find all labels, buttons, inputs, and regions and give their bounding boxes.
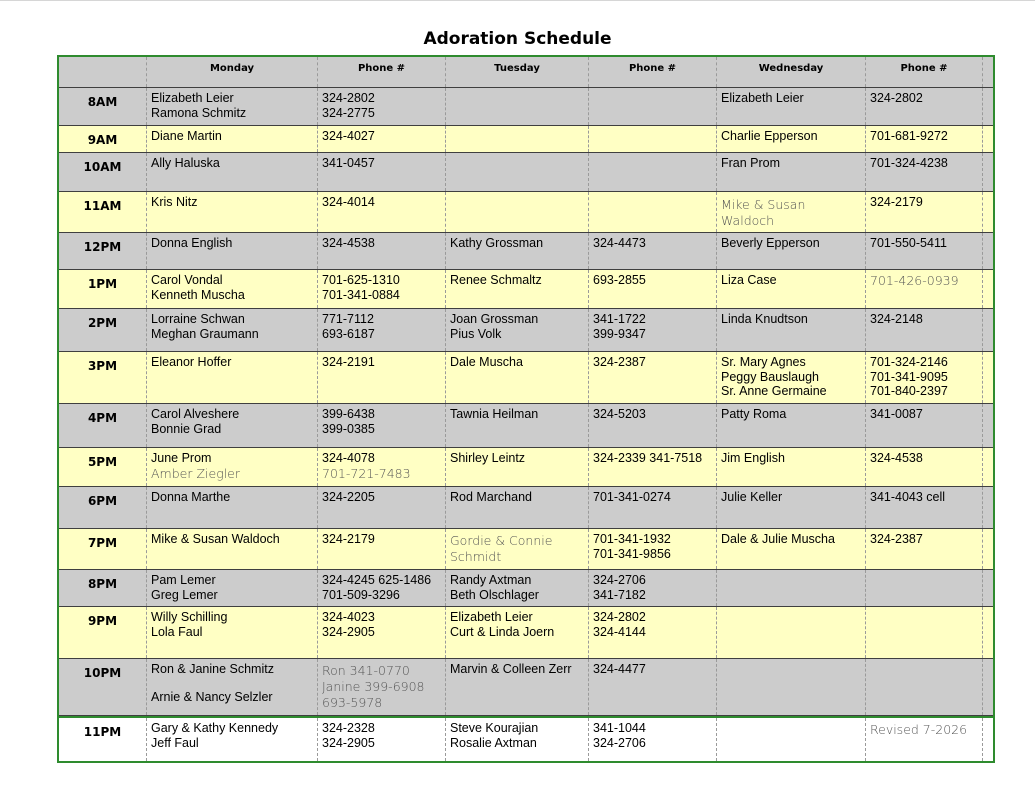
time-slot: 10AM (59, 153, 147, 191)
time-slot: 8PM (59, 570, 147, 606)
wednesday-names (717, 192, 866, 232)
tuesday-names (446, 233, 589, 269)
tuesday-names (446, 404, 589, 447)
name-line: Mike & Susan Waldoch (151, 532, 280, 546)
phone-line: 341-0087 (870, 407, 923, 421)
name-line: Elizabeth Leier (450, 610, 533, 624)
tuesday-names (446, 270, 589, 308)
name-line: Donna English (151, 236, 233, 250)
header-spacer (983, 57, 993, 87)
name-line: Carol Vondal (151, 273, 223, 287)
row-spacer (983, 448, 993, 486)
name-line: Linda Knudtson (721, 312, 808, 326)
time-slot: 10PM (59, 659, 147, 715)
phone-line: 324-2775 (322, 105, 375, 120)
row-spacer (983, 487, 993, 528)
monday-names (147, 233, 318, 269)
phone-line: 701-721-7483 (322, 465, 411, 481)
header-tuesday: Tuesday (446, 57, 589, 87)
name-line: Dale & Julie Muscha (721, 532, 835, 546)
header-time (59, 57, 147, 87)
tuesday-names (446, 153, 589, 191)
tuesday-names (446, 309, 589, 351)
name-line: Renee Schmaltz (450, 273, 542, 287)
phone-line: 693-2855 (593, 273, 646, 287)
wednesday-names (717, 659, 866, 715)
page-top-rule (0, 0, 1035, 1)
tuesday-phones (589, 718, 717, 761)
tuesday-phones (589, 88, 717, 125)
name-line: Randy Axtman (450, 573, 532, 587)
wednesday-phones (866, 192, 983, 232)
monday-phones (318, 352, 446, 403)
wednesday-phones (866, 404, 983, 447)
monday-phones (318, 487, 446, 528)
wednesday-names (717, 570, 866, 606)
name-line: Eleanor Hoffer (151, 355, 232, 369)
name-line: Elizabeth Leier (151, 91, 234, 105)
row-spacer (983, 309, 993, 351)
wednesday-phones (866, 270, 983, 308)
name-line: Donna Marthe (151, 490, 231, 504)
monday-phones (318, 529, 446, 569)
name-line: Julie Keller (721, 490, 783, 504)
name-line: Ramona Schmitz (151, 105, 247, 120)
time-slot: 1PM (59, 270, 147, 308)
phone-line: 399-0385 (322, 421, 375, 436)
phone-line: 324-4538 (870, 451, 923, 465)
name-line: Kathy Grossman (450, 236, 544, 250)
time-slot: 5PM (59, 448, 147, 486)
phone-line: 399-9347 (593, 326, 646, 341)
wednesday-phones (866, 607, 983, 658)
name-line: Steve Kourajian (450, 721, 539, 735)
name-line: Pam Lemer (151, 573, 216, 587)
wednesday-names (717, 404, 866, 447)
name-line: Marvin & Colleen Zerr (450, 662, 572, 676)
time-slot: 11AM (59, 192, 147, 232)
table-row (59, 607, 993, 659)
time-slot: 9PM (59, 607, 147, 658)
row-spacer (983, 352, 993, 403)
monday-names (147, 192, 318, 232)
phone-line: 324-4027 (322, 129, 375, 143)
phone-line: 399-6438 (322, 407, 375, 421)
name-line: Diane Martin (151, 129, 222, 143)
wednesday-phones (866, 718, 983, 761)
monday-names (147, 659, 318, 715)
tuesday-names (446, 487, 589, 528)
name-line: Curt & Linda Joern (450, 624, 555, 639)
phone-line: 341-4043 cell (870, 490, 946, 504)
tuesday-names (446, 529, 589, 569)
table-row (59, 404, 993, 448)
tuesday-phones (589, 309, 717, 351)
name-line: Tawnia Heilman (450, 407, 539, 421)
name-line: Sr. Mary Agnes (721, 355, 806, 369)
wednesday-names (717, 529, 866, 569)
monday-phones (318, 153, 446, 191)
tuesday-names (446, 352, 589, 403)
name-line: Charlie Epperson (721, 129, 818, 143)
phone-line: 324-2205 (322, 490, 375, 504)
phone-line: 341-7182 (593, 587, 646, 602)
monday-phones (318, 404, 446, 447)
monday-phones (318, 448, 446, 486)
phone-line: 324-2328 (322, 721, 375, 735)
name-line: Joan Grossman (450, 312, 539, 326)
table-row (59, 352, 993, 404)
phone-line: 324-5203 (593, 407, 646, 421)
phone-line: 324-2802 (593, 610, 646, 624)
tuesday-names (446, 718, 589, 761)
phone-line: 693-6187 (322, 326, 375, 341)
tuesday-names (446, 607, 589, 658)
wednesday-names (717, 270, 866, 308)
name-line: Liza Case (721, 273, 777, 287)
phone-line: 701-341-9856 (593, 546, 671, 561)
row-spacer (983, 529, 993, 569)
name-line: June Prom (151, 451, 212, 465)
row-spacer (983, 404, 993, 447)
monday-names (147, 570, 318, 606)
table-row (59, 448, 993, 487)
monday-names (147, 352, 318, 403)
phone-line: 341-1722 (593, 312, 646, 326)
table-row (59, 192, 993, 233)
phone-line: 324-4078 (322, 451, 375, 465)
time-slot: 8AM (59, 88, 147, 125)
row-spacer (983, 718, 993, 761)
wednesday-names (717, 352, 866, 403)
tuesday-phones (589, 192, 717, 232)
name-line: Peggy Bauslaugh (721, 369, 819, 384)
monday-phones (318, 233, 446, 269)
wednesday-names (717, 126, 866, 152)
name-line: Lorraine Schwan (151, 312, 245, 326)
tuesday-phones (589, 570, 717, 606)
phone-line: 341-1044 (593, 721, 646, 735)
monday-names (147, 487, 318, 528)
monday-phones (318, 270, 446, 308)
table-row (59, 233, 993, 270)
name-line: Ally Haluska (151, 156, 220, 170)
row-spacer (983, 659, 993, 715)
monday-phones (318, 88, 446, 125)
name-line: Lola Faul (151, 624, 203, 639)
wednesday-names (717, 233, 866, 269)
header-monday: Monday (147, 57, 318, 87)
tuesday-phones (589, 153, 717, 191)
name-line: Pius Volk (450, 326, 502, 341)
phone-line: 693-5978 (322, 695, 383, 710)
tuesday-phones (589, 487, 717, 528)
phone-line: 701-324-2146 (870, 355, 948, 369)
wednesday-names (717, 309, 866, 351)
name-line: Mike & Susan (721, 197, 806, 212)
name-line: Rosalie Axtman (450, 735, 537, 750)
tuesday-phones (589, 607, 717, 658)
phone-line: 324-4144 (593, 624, 646, 639)
phone-line: 324-2802 (870, 91, 923, 105)
tuesday-names (446, 126, 589, 152)
table-row (59, 659, 993, 716)
name-line: Bonnie Grad (151, 421, 222, 436)
phone-line: 324-4473 (593, 236, 646, 250)
phone-line: 324-4538 (322, 236, 375, 250)
wednesday-phones (866, 309, 983, 351)
row-spacer (983, 126, 993, 152)
phone-line: 324-2905 (322, 735, 375, 750)
name-line: Meghan Graumann (151, 326, 259, 341)
tuesday-phones (589, 270, 717, 308)
phone-line: 701-341-0274 (593, 490, 671, 504)
tuesday-names (446, 659, 589, 715)
table-row (59, 716, 993, 761)
time-slot: 11PM (59, 718, 147, 761)
header-row (59, 57, 993, 88)
name-line: Patty Roma (721, 407, 787, 421)
name-line: Beth Olschlager (450, 587, 539, 602)
tuesday-phones (589, 659, 717, 715)
monday-phones (318, 607, 446, 658)
wednesday-phones (866, 570, 983, 606)
header-wednesday: Wednesday (717, 57, 866, 87)
table-row (59, 126, 993, 153)
monday-phones (318, 126, 446, 152)
monday-phones (318, 570, 446, 606)
monday-names (147, 404, 318, 447)
phone-line: 324-4477 (593, 662, 646, 676)
phone-line: Ron 341-0770 (322, 663, 410, 678)
phone-line: 324-2387 (870, 532, 923, 546)
monday-names (147, 309, 318, 351)
phone-line: 701-509-3296 (322, 587, 400, 602)
time-slot: 2PM (59, 309, 147, 351)
row-spacer (983, 88, 993, 125)
wednesday-names (717, 607, 866, 658)
wednesday-phones (866, 659, 983, 715)
row-spacer (983, 570, 993, 606)
phone-line: 701-341-0884 (322, 287, 400, 302)
phone-line: 701-625-1310 (322, 273, 400, 287)
name-line: Gordie & Connie (450, 533, 553, 548)
table-row (59, 487, 993, 529)
phone-line: Janine 399-6908 (322, 679, 425, 694)
wednesday-phones (866, 448, 983, 486)
tuesday-phones (589, 352, 717, 403)
name-line: Willy Schilling (151, 610, 228, 624)
phone-line: 324-2148 (870, 312, 923, 326)
phone-line: 701-550-5411 (870, 236, 947, 250)
page-title: Adoration Schedule (423, 29, 612, 49)
wednesday-phones (866, 529, 983, 569)
tuesday-phones (589, 448, 717, 486)
wednesday-phones (866, 153, 983, 191)
row-spacer (983, 192, 993, 232)
name-line: Ron & Janine Schmitz (151, 662, 274, 676)
name-line: Jim English (721, 451, 785, 465)
time-slot: 6PM (59, 487, 147, 528)
phone-line: 701-341-1932 (593, 532, 671, 546)
tuesday-names (446, 570, 589, 606)
time-slot: 4PM (59, 404, 147, 447)
name-line: Carol Alveshere (151, 407, 240, 421)
monday-phones (318, 192, 446, 232)
monday-phones (318, 309, 446, 351)
row-spacer (983, 153, 993, 191)
name-line: Schmidt (450, 549, 502, 564)
phone-line: 324-2179 (870, 195, 923, 209)
tuesday-phones (589, 233, 717, 269)
monday-names (147, 88, 318, 125)
monday-phones (318, 659, 446, 715)
schedule-table (57, 55, 995, 763)
phone-line: 324-4014 (322, 195, 375, 209)
wednesday-names (717, 88, 866, 125)
table-row (59, 570, 993, 607)
monday-names (147, 607, 318, 658)
name-line: Amber Ziegler (151, 465, 240, 481)
phone-line: 701-840-2397 (870, 384, 948, 398)
wednesday-names (717, 718, 866, 761)
phone-line: 324-2706 (593, 735, 646, 750)
header-monday-phone: Phone # (318, 57, 446, 87)
wednesday-phones (866, 126, 983, 152)
name-line: Kris Nitz (151, 195, 198, 209)
wednesday-names (717, 487, 866, 528)
name-line: Sr. Anne Germaine (721, 384, 827, 398)
row-spacer (983, 233, 993, 269)
phone-line: 324-2339 341-7518 (593, 451, 703, 465)
name-line: Arnie & Nancy Selzler (151, 689, 273, 704)
header-tuesday-phone: Phone # (589, 57, 717, 87)
phone-line: 324-4023 (322, 610, 375, 624)
phone-line: 324-2706 (593, 573, 646, 587)
phone-line: 701-681-9272 (870, 129, 948, 143)
tuesday-names (446, 88, 589, 125)
wednesday-phones (866, 352, 983, 403)
monday-names (147, 153, 318, 191)
phone-line: 324-2905 (322, 624, 375, 639)
name-line: Dale Muscha (450, 355, 523, 369)
monday-phones (318, 718, 446, 761)
table-row (59, 270, 993, 309)
row-spacer (983, 607, 993, 658)
tuesday-phones (589, 404, 717, 447)
name-line: Gary & Kathy Kennedy (151, 721, 279, 735)
phone-line: 701-341-9095 (870, 369, 948, 384)
revised-note: Revised 7-2026 (870, 722, 968, 737)
row-spacer (983, 270, 993, 308)
phone-line: 341-0457 (322, 156, 375, 170)
wednesday-names (717, 448, 866, 486)
name-line: Fran Prom (721, 156, 781, 170)
monday-names (147, 270, 318, 308)
tuesday-phones (589, 126, 717, 152)
phone-line: 324-4245 625-1486 (322, 573, 432, 587)
name-line: Shirley Leintz (450, 451, 526, 465)
phone-line: 771-7112 (322, 312, 374, 326)
tuesday-names (446, 448, 589, 486)
phone-line: 324-2179 (322, 532, 375, 546)
table-row (59, 309, 993, 352)
monday-names (147, 448, 318, 486)
header-wednesday-phone: Phone # (866, 57, 983, 87)
tuesday-phones (589, 529, 717, 569)
wednesday-phones (866, 233, 983, 269)
phone-line: 324-2191 (322, 355, 375, 369)
name-line: Elizabeth Leier (721, 91, 804, 105)
time-slot: 7PM (59, 529, 147, 569)
time-slot: 3PM (59, 352, 147, 403)
name-line: Greg Lemer (151, 587, 218, 602)
time-slot: 9AM (59, 126, 147, 152)
time-slot: 12PM (59, 233, 147, 269)
table-row (59, 88, 993, 126)
wednesday-names (717, 153, 866, 191)
phone-line: 324-2802 (322, 91, 375, 105)
name-line: Kenneth Muscha (151, 287, 245, 302)
phone-line: 701-426-0939 (870, 273, 959, 288)
name-line: Beverly Epperson (721, 236, 820, 250)
table-row (59, 529, 993, 570)
wednesday-phones (866, 487, 983, 528)
name-line: Rod Marchand (450, 490, 532, 504)
monday-names (147, 126, 318, 152)
wednesday-phones (866, 88, 983, 125)
phone-line: 324-2387 (593, 355, 646, 369)
monday-names (147, 529, 318, 569)
name-line: Waldoch (721, 213, 775, 228)
tuesday-names (446, 192, 589, 232)
phone-line: 701-324-4238 (870, 156, 948, 170)
monday-names (147, 718, 318, 761)
name-line: Jeff Faul (151, 735, 199, 750)
table-row (59, 153, 993, 192)
